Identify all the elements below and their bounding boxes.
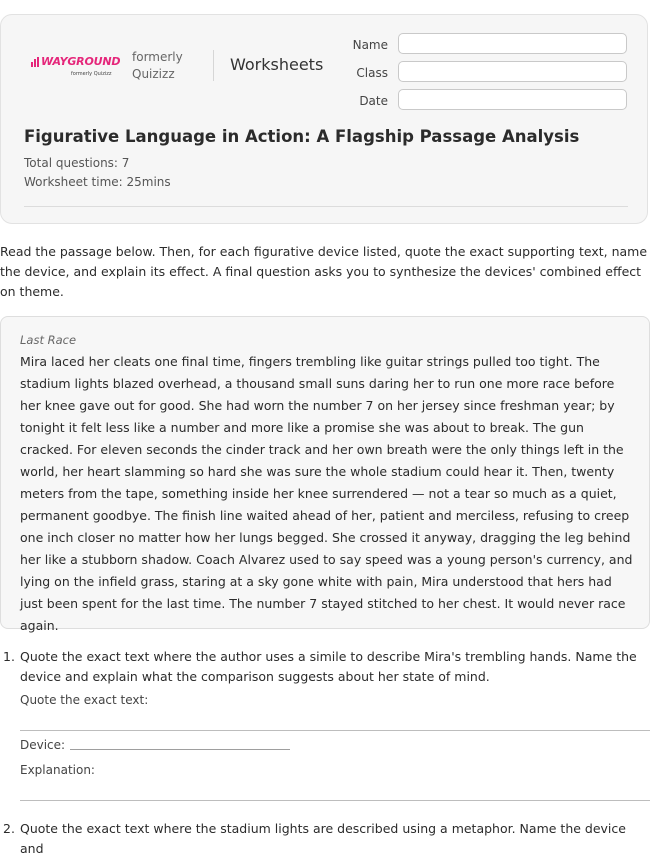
- passage-body: Mira laced her cleats one final time, fingers trembling like guitar strings pulled too tight. The stadium lights blazed overhead, a thousand small suns daring her to run one more race before her knee gave out for good. She had worn the number 7 on her jersey since freshman year; by tonight it felt less like a number and more like a promise she was about to break. The gun cracked. For eleven seconds the cinder track and her own breath were the only things left in the world, her heart slamming so hard she was sure the whole stadium could hear it. Then, twenty meters from the tape, something inside her knee surrendered — not a tear so much as a quiet, permanent goodbye. The finish line waited ahead of her, patient and merciless, refusing to creep one inch closer no matter how her lungs begged. She crossed it anyway, dragging the leg behind her like a stubborn shadow. Coach Alvarez used to say speed was a young person's currency, and lying on the infield grass, staring at a sky gone white with pain, Mira understood that hers had just been spent for the last time. The number 7 stayed stitched to her chest. It would never race again.: [20, 354, 633, 633]
- total-questions: Total questions: 7: [24, 156, 130, 170]
- worksheet-title: Figurative Language in Action: A Flagship Passage Analysis: [24, 127, 580, 146]
- class-field[interactable]: [398, 61, 627, 82]
- header-rule: [24, 206, 628, 207]
- logo-text: WAYGROUND: [41, 55, 121, 68]
- explanation-answer-line[interactable]: [20, 800, 650, 801]
- device-label: Device:: [20, 738, 66, 752]
- quote-label: Quote the exact text:: [20, 693, 149, 707]
- quote-answer-line[interactable]: [20, 730, 650, 731]
- worksheet-time: Worksheet time: 25mins: [24, 175, 171, 189]
- question-1: [3, 647, 643, 687]
- date-label: Date: [359, 94, 388, 108]
- header-divider: [213, 50, 214, 81]
- wayground-logo: [31, 55, 121, 77]
- question-number: 1.: [3, 649, 15, 664]
- name-label: Name: [352, 38, 388, 52]
- logo-subtext: formerly Quizizz: [71, 71, 112, 77]
- section-title: Worksheets: [230, 55, 324, 74]
- question-text: Quote the exact text where the author uses a simile to describe Mira's trembling hands. Name the device and explain what the comparison suggests about her state of mind.: [20, 649, 637, 684]
- passage-card: [0, 316, 650, 633]
- instructions-text: Read the passage below. Then, for each figurative device listed, quote the exact supporting text, name the device, and explain its effect. A final question asks you to synthesize the devices' combined effect on theme.: [0, 244, 648, 299]
- date-field[interactable]: [398, 89, 627, 110]
- formerly-quizizz-label: formerly Quizizz: [132, 50, 183, 81]
- question-text: Quote the exact text where the stadium lights are described using a metaphor. Name the device and: [20, 821, 626, 856]
- explanation-label: Explanation:: [20, 763, 95, 777]
- logo-bars-icon: [31, 57, 39, 67]
- question-2: [3, 819, 643, 859]
- device-answer-line[interactable]: [70, 749, 290, 750]
- name-field[interactable]: [398, 33, 627, 54]
- passage-title: Last Race: [20, 333, 77, 347]
- worksheet-header-card: [0, 14, 648, 224]
- question-number: 2.: [3, 821, 15, 836]
- class-label: Class: [356, 66, 388, 80]
